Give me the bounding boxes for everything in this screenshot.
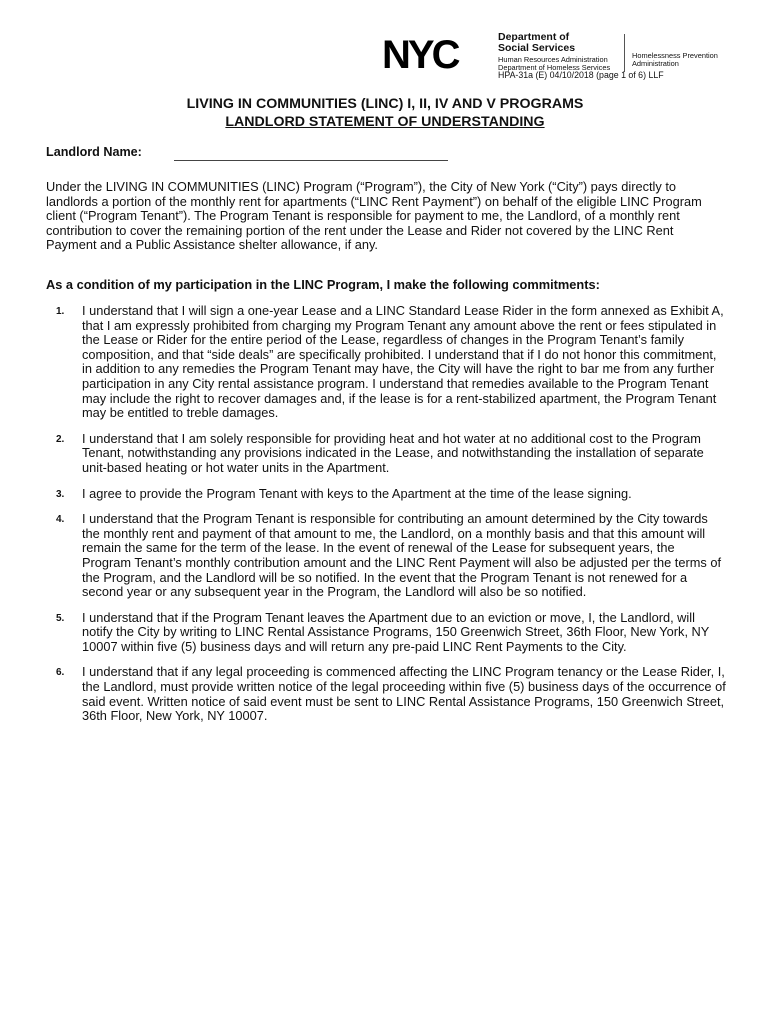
department-subtitle: Human Resources Administration Department of Homeless Services [498,55,611,73]
list-item [46,304,726,421]
item-text: I understand that if the Program Tenant leaves the Apartment due to an eviction or move, I, the Landlord, will notify the City by writing to LINC Rental Assistance Programs, 150 Greenwich Street, 36th Floor, New York, NY 10007 within five (5) business days and will return any pre-paid LINC Rent Payments to the City. [82,609,710,654]
hpa-title: Homelessness Prevention Administration [632,51,718,69]
item-number: 3. [56,488,65,500]
item-number: 5. [56,612,65,624]
document-title: LIVING IN COMMUNITIES (LINC) I, II, IV AND V PROGRAMS [186,96,584,112]
item-text: I agree to provide the Program Tenant with keys to the Apartment at the time of the lease signing. [82,485,632,501]
form-code: HPA-31a (E) 04/10/2018 (page 1 of 6) LLF [498,70,664,80]
item-text: I understand that the Program Tenant is responsible for contributing an amount determined by the City towards the monthly rent and payment of that amount to me, the Landlord, on a monthly basis and that this amount will remain the same for the term of the lease. In the event of renewal of the Lease for subsequent years, the Program Tenant’s monthly contribution amount and the LINC Rent Payment will also be adjusted per the terms of the Program, and the Landlord will be so notified. In the event that the Program Tenant is not renewed for a second year or any subsequent year in the Program, the Landlord will also be so notified. [82,511,722,600]
item-text: I understand that I am solely responsible for providing heat and hot water at no additional cost to the Program Tenant, notwithstanding any provisions indicated in the Lease, and notwithstanding the installation of separate unit-based heating or hot water units in the Apartment. [82,430,704,475]
item-number: 4. [56,514,65,526]
list-item [46,665,726,723]
list-item [46,512,726,600]
list-item [46,432,726,476]
svg-text:NYC: NYC [382,36,458,72]
list-item [46,611,726,655]
item-text: I understand that I will sign a one-year Lease and a LINC Standard Lease Rider in the form annexed as Exhibit A, that I am expressly prohibited from charging my Program Tenant any amount above the rent or fees stipulated in the Lease or Rider for the entire period of the Lease, regardless of changes in the Program Tenant’s family composition, and that “side deals” are specifically prohibited. I understand that if I do not honor this commitment, in addition to any remedies the Program Tenant may have, the City will have the right to bar me from any further participation in any City rental assistance program. I understand that remedies available to the Program Tenant may include the right to recover damages and, if the lease is for a rent-stabilized apartment, the Program Tenant may be entitled to treble damages. [82,303,724,421]
header-divider [624,34,625,72]
intro-paragraph: Under the LIVING IN COMMUNITIES (LINC) Program (“Program”), the City of New York (“City”) pays directly to landlords a portion of the monthly rent for apartments (“LINC Rent Payment”) on behalf of the eligible LINC Program client (“Program Tenant”). The Program Tenant is responsible for payment to me, the Landlord, of a monthly rent contribution to cover the remaining portion of the rent under the Lease and Rider not covered by the LINC Rent Payment and a Public Assistance shelter allowance, if any. [46,179,702,253]
department-title: Department of Social Services [498,31,576,54]
commitments-heading: As a condition of my participation in the LINC Program, I make the following commitments: [46,277,600,292]
item-number: 1. [56,306,65,317]
list-item [46,487,726,502]
item-number: 2. [56,433,65,445]
landlord-name-label: Landlord Name: [46,145,142,159]
nyc-logo [382,36,494,72]
commitments-list [46,304,726,735]
item-number: 6. [56,667,65,679]
item-text: I understand that if any legal proceeding is commenced affecting the LINC Program tenancy or the Lease Rider, I, the Landlord, must provide written notice of the legal proceeding within five (5) business days of the occurrence of said event. Written notice of said event must be sent to LINC Rental Assistance Programs, 150 Greenwich Street, 36th Floor, New York, NY 10007. [82,664,726,724]
document-subtitle: LANDLORD STATEMENT OF UNDERSTANDING [225,114,545,130]
landlord-name-field[interactable] [174,160,448,161]
